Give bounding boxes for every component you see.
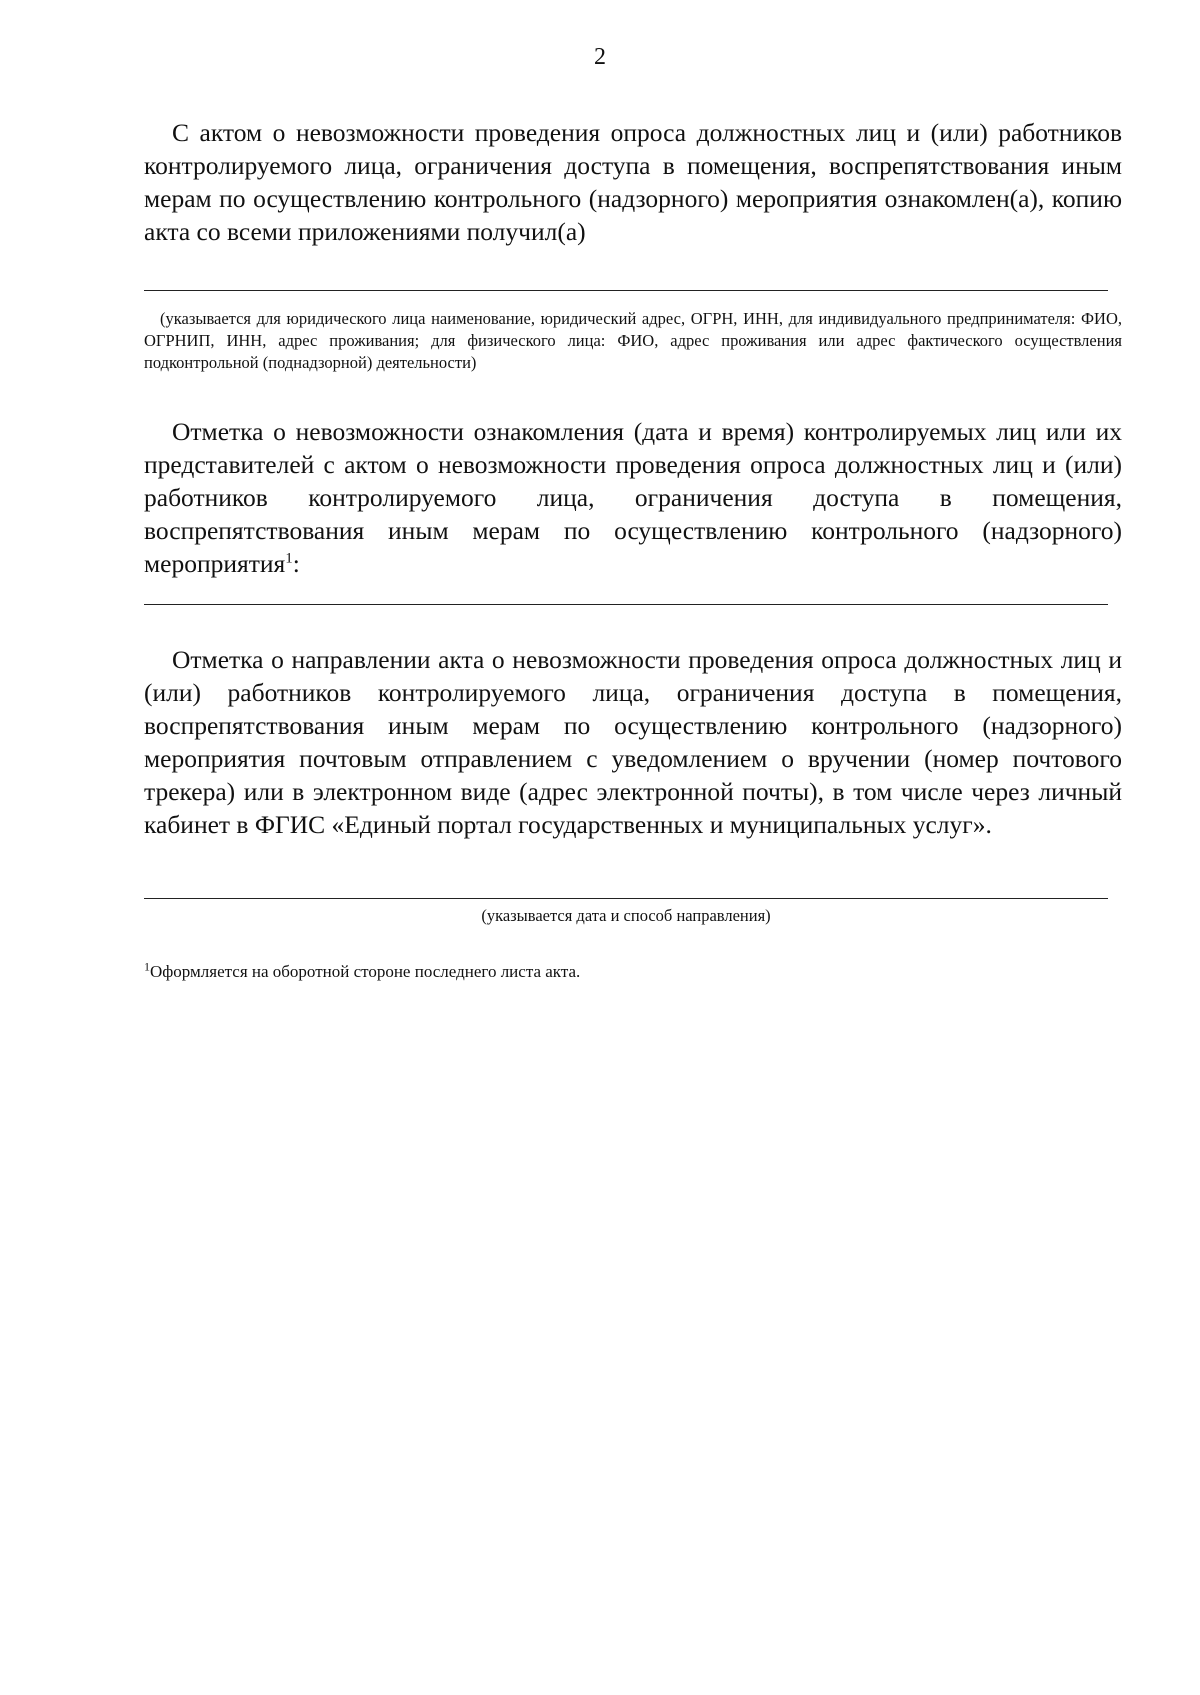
acknowledgement-note: (указывается для юридического лица наименование, юридический адрес, ОГРН, ИНН, для индивидуального предпринимателя: ФИО, ОГРНИП, ИНН, адрес проживания; для физического лица: ФИО, адрес проживания или адрес фактического осуществления подконтрольной (поднадзорной) деятельности) [144, 309, 1122, 372]
footnote-reference: 1 [285, 550, 293, 567]
impossibility-mark-text: Отметка о невозможности ознакомления (дата и время) контролируемых лиц или их представителей с актом о невозможности проведения опроса должностных лиц и (или) работников контролируемого лица, ограничения доступа в помещения, воспрепятствования иным мерам по осуществлению контрольного (надзорного) мероприятия [144, 417, 1122, 578]
page-number: 2 [594, 44, 606, 70]
acknowledgement-paragraph: С актом о невозможности проведения опроса должностных лиц и (или) работников контролируемого лица, ограничения доступа в помещения, воспрепятствования иным мерам по осуществлению контрольного (надзорного) мероприятия ознакомлен(а), копию акта со всеми приложениями получил(а) [144, 118, 1122, 246]
acknowledgement-section [144, 116, 1122, 248]
impossibility-mark-paragraph [144, 415, 1122, 580]
sending-mark-note: (указывается дата и способ направления) [481, 906, 771, 925]
impossibility-mark-section [144, 415, 1122, 580]
footnote-text: Оформляется на оборотной стороне последнего листа акта. [150, 962, 581, 981]
impossibility-mark-line [144, 604, 1108, 605]
impossibility-mark-ending: : [292, 549, 300, 578]
footnote [144, 961, 1044, 983]
acknowledgement-signature-line [144, 290, 1108, 291]
sending-mark-paragraph: Отметка о направлении акта о невозможности проведения опроса должностных лиц и (или) работников контролируемого лица, ограничения доступа в помещения, воспрепятствования иным мерам по осуществлению контрольного (надзорного) мероприятия почтовым отправлением с уведомлением о вручении (номер почтового трекера) или в электронном виде (адрес электронной почты), в том числе через личный кабинет в ФГИС «Единый портал государственных и муниципальных услуг». [144, 645, 1122, 839]
sending-mark-line [144, 898, 1108, 899]
footnote-marker: 1 [144, 959, 150, 974]
sending-mark-section [144, 643, 1122, 841]
